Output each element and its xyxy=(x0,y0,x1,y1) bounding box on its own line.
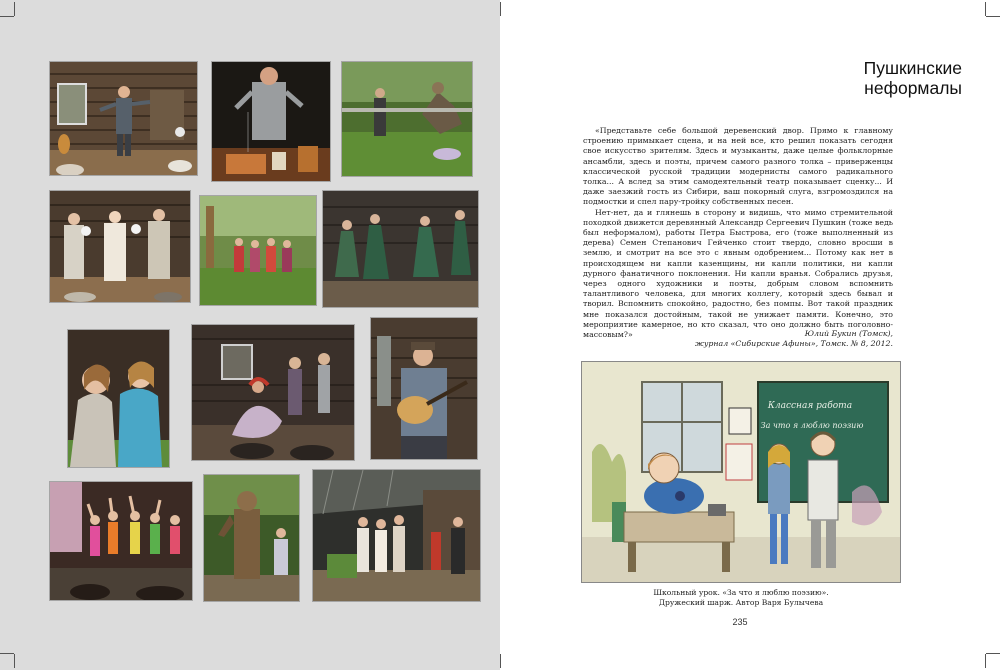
quote-text xyxy=(583,126,893,340)
photo-dancing-skirt-performance xyxy=(192,325,354,460)
photo-green-dress-dancers xyxy=(323,191,478,307)
crop-mark-top-left-v xyxy=(14,2,15,16)
photo-wooden-sculptures-garden xyxy=(342,62,472,176)
photo-folk-ensemble-outdoor xyxy=(200,196,316,305)
crop-mark-bottom-center-v xyxy=(500,654,501,668)
signature-author: Юлий Букин (Томск), xyxy=(804,329,893,338)
crop-mark-top-right-h xyxy=(986,16,1000,17)
crop-mark-bottom-left-v xyxy=(14,654,15,668)
crop-mark-top-left-h xyxy=(0,16,14,17)
title-line-1: Пушкинские xyxy=(863,58,962,78)
caricature-sketch xyxy=(582,362,900,582)
quote-signature xyxy=(583,329,893,349)
quote-paragraph-1: «Представьте себе большой деревенский двор. Прямо к главному строению примыкает сцена, и на ней все, кто решил показать сегодня свое искусство зрителям. Здесь и музыканты, даже целые фольклорные ансамбли, здесь и поэты, причем самого разного толка – приверженцы классической русской традиции модернисты самого радикального толка... А вслед за этим самодеятельный театр показывает сценку... И даже заезжий гость из Сибири, ваш покорный слуга, взгромоздился на подмостки и спел пару-тройку собственных песен. xyxy=(583,126,893,207)
caption-line-2: Дружеский шарж. Автор Варя Булычева xyxy=(658,598,824,607)
quote-paragraph-2: Нет-нет, да и глянешь в сторону и видишь, что мимо стремительной походкой движется деревянный Александр Сергеевич Пушкин (тоже ведь был неформалом), работы Петра Быстрова, его (тоже выполненный из дерева) Семен Степанович Гейченко стоит твердо, словно вросши в землю, и смотрит на все это с явным одобрением... Потому как нет в происходящем ни капли казенщины, ни капли политики, ни капли дурного фанатичного поклонения. Ни капли вранья. Собрались друзья, через одного художники и поэты, добрым словом вспомнить талантливого человека, для многих коллегу, который здесь бывал и творил. Вспомнить спокойно, радостно, без помпы. Вот такой праздник мне показался достойным, такой не унижает памяти. Конечно, это мероприятие камерное, но кто сказал, что оно должно быть поголовно-массовым?» xyxy=(583,207,893,340)
photo-children-dancing xyxy=(50,482,192,600)
board-text-2: За что я люблю поэзию xyxy=(760,421,864,430)
photo-man-reciting-log-wall xyxy=(50,62,197,175)
crop-mark-bottom-left-h xyxy=(0,653,14,654)
caption-line-1: Школьный урок. «За что я люблю поэзию». xyxy=(653,588,829,597)
photo-guitar-player xyxy=(371,318,477,459)
drawing-caption xyxy=(582,588,900,608)
signature-source: журнал «Сибирские Афины», Томск. № 8, 2012. xyxy=(695,339,893,349)
crop-mark-bottom-right-h xyxy=(986,653,1000,654)
photo-smiling-audience xyxy=(68,330,169,467)
board-text-1: Классная работа xyxy=(767,401,853,411)
photo-wooden-figure-forest xyxy=(204,475,299,601)
photo-masked-performers xyxy=(50,191,190,302)
photo-puppeteer-stage xyxy=(212,62,330,181)
crop-mark-top-center-v xyxy=(500,2,501,16)
page-number: 235 xyxy=(732,617,748,627)
crop-mark-top-right-v xyxy=(985,2,986,16)
caricature-drawing xyxy=(582,362,900,582)
article-title xyxy=(864,58,962,98)
title-line-2: неформалы xyxy=(864,78,962,98)
photo-outdoor-stage-crowd xyxy=(313,470,480,601)
crop-mark-bottom-right-v xyxy=(985,654,986,668)
